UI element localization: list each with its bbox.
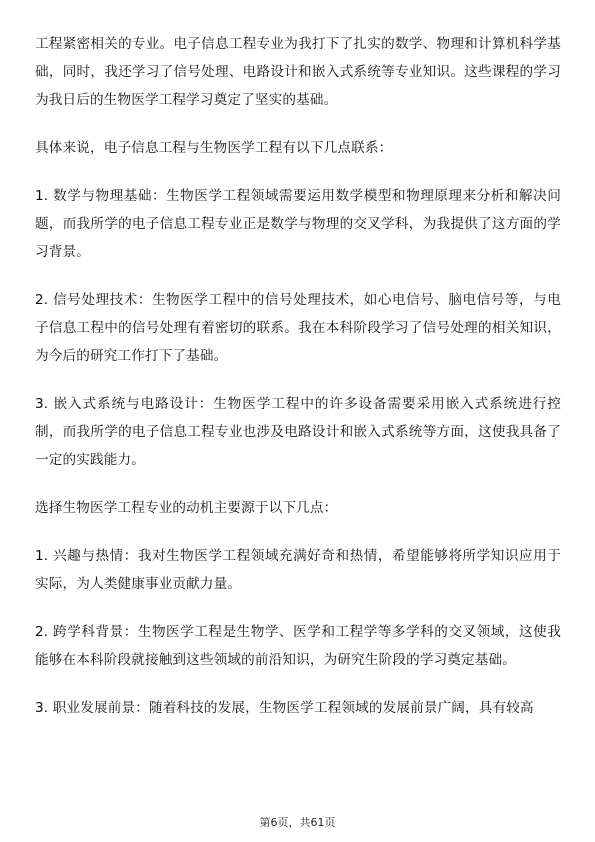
paragraph-motivation-heading: 选择生物医学工程专业的动机主要源于以下几点： xyxy=(35,500,338,516)
paragraph-motivation-interest: 1. 兴趣与热情：我对生物医学工程领域充满好奇和热情，希望能够将所学知识应用于实际，为人类健康事业贡献力量。 xyxy=(35,548,561,592)
document-body xyxy=(35,30,561,742)
paragraph-point-embedded-systems: 3. 嵌入式系统与电路设计：生物医学工程中的许多设备需要采用嵌入式系统进行控制，而我所学的电子信息工程专业也涉及电路设计和嵌入式系统等方面，这使我具备了一定的实践能力。 xyxy=(35,396,561,468)
paragraph-point-math-physics: 1. 数学与物理基础：生物医学工程领域需要运用数学模型和物理原理来分析和解决问题，而我所学的电子信息工程专业正是数学与物理的交叉学科，为我提供了这方面的学习背景。 xyxy=(35,188,561,260)
paragraph-motivation-career: 3. 职业发展前景：随着科技的发展，生物医学工程领域的发展前景广阔，具有较高 xyxy=(35,700,534,716)
paragraph-motivation-interdisciplinary: 2. 跨学科背景：生物医学工程是生物学、医学和工程学等多学科的交叉领域，这使我能够在本科阶段就接触到这些领域的前沿知识，为研究生阶段的学习奠定基础。 xyxy=(35,624,561,668)
paragraph-connections-heading: 具体来说，电子信息工程与生物医学工程有以下几点联系： xyxy=(35,140,393,156)
page-number-footer: 第6页，共61页 xyxy=(259,816,336,829)
paragraph-intro-continued: 工程紧密相关的专业。电子信息工程专业为我打下了扎实的数学、物理和计算机科学基础，同时，我还学习了信号处理、电路设计和嵌入式系统等专业知识。这些课程的学习为我日后的生物医学工程学习奠定了坚实的基础。 xyxy=(35,36,561,108)
paragraph-point-signal-processing: 2. 信号处理技术：生物医学工程中的信号处理技术，如心电信号、脑电信号等，与电子信息工程中的信号处理有着密切的联系。我在本科阶段学习了信号处理的相关知识，为今后的研究工作打下了基础。 xyxy=(35,292,561,364)
